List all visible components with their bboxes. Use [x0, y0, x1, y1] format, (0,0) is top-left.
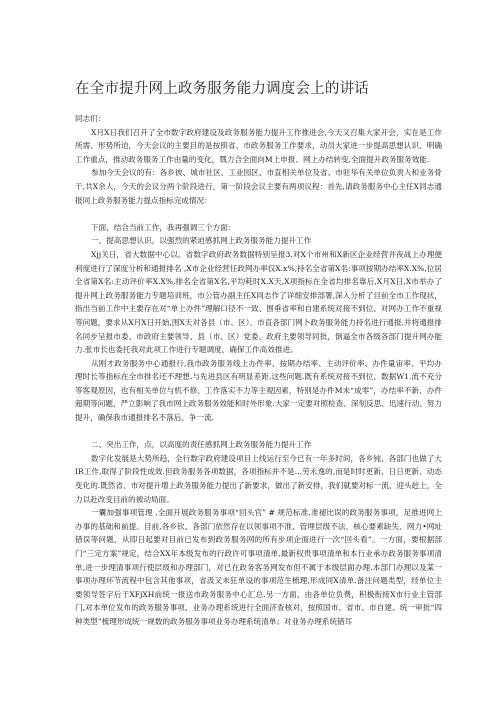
paragraph: 从刚才政务服务中心通报行,我市政务服务线上办件率、按期办结率、主动评价率、办件量宙率、平均办理时长等指标在全市排名还不理想.与先进县区有明显差距.这些问题.既有系统对接不到位、数据W1.流不充分等客观原因，也有相关单位与机不修、工作落实不力等主观因素，特别是办件M未“成零”，办结率不新、办件超期等问题，严立影响了我市网上政务服务效能和时外形象.大家一定要对照检查、深刻反思、迅速行动、努力提升，确保我市通报排名不落后、争一流. [75, 358, 442, 423]
document-title: 在全市提升网上政务服务能力调度会上的讲话 [75, 81, 369, 97]
paragraph: X月X日我们召开了全市数字政府建设及政务服务能力提升工作推进会,今天又召集大家开会，实在是工作所需、形势所迫，今天会议的主要目的是按照省、市政务服务工作要求，动员大家进一步提高思想认识、明确工作重点，推动政务服务工作由量的变化，戮力合全面向M上申报、网上办结转变,全面提升政务服务效能. [75, 127, 442, 164]
section-intro: 下面，结合当前工作，我再强调三个方面： [91, 222, 236, 232]
salutation: 同志们： [75, 114, 106, 123]
paragraph: Xjj关日，省大数据中心以。省数字政府政务数据特别呈报3.对X个市州和X新区企业经营并夜战上办理便利度进行了深度分析和通报排名 ,X市企业经营任政网办率仅X.x%,持名全省第X名:事项按期办结率X.X%,位居全省第X名:主动评价率X.X%,排名全省第X名,平均耗时X.X天,X项指标在全省均排名靠后,X月X日,X市举办了提升网上政务服务能力专题培训班，市公管办副主任X同志作了详细安排部署,深入分析了目前全市工作现状，指出当前工作中主要存在对“单上办件”理解口径不一致、围垂省率和自建系统对接不到位、对网办工作不重视等问题，要求从X月X日开始,围X天对各县（市、区）、市直各部门网卜政务服务能力持名进行通报,并将通报排名同步呈报市委、市政府主要领导、县（市、区）党委、政府主要领导同批，倒逼全市各级各部门提升网办能力.张市长也委托我对此项工作进行专题调度，确保工作高效推进。 [75, 249, 442, 355]
paragraph: 一囊加强事项管理 ,全面开展政务服务事项“回头官” # 规范标准,准褪比误的政务服务事项，足推进网上办事的基础和前提。目前,各乡钦、各部门依然存在以领事项不准、管埋层级不法、核心要素缺失、网力•网址错误等问题，从即日起要对目前已发布到政务服务网的所有步项企面进行一次“回头看”。一方面，要根据部门“三定方案”规定，结合XX年本级发布的行政许可事项清单,最新权贵事项清单和本行业承办政务服务事项清单,进一步理清事项行使层级和办理部门，对已在政务客务网发布但不属于本级层面办理.本部门办理以及某一事项办理环节流程中包含其他事项，省汲又未狂单设的事项范生梳理,形成同X清单.备注问题类型，经单位主要领导签字后于XFjXH前统一报送市政务服务中心汇总.另一方面，由各单位负费，积极衔接X市行业主管部门,对本单位发布的政务服务事项、业务办理系统进行全面济查核对，按照国市、省市、市自建、统一审批“四种类型”梳理形成统一规数的政务服务事项业务办理系统清单；对业务办理系统错耳 [75, 508, 442, 626]
paragraph: 参加今天会议的有：各乡彼、城市社区、工业园区、市直相关单位及省、市驻华有关单位负责人和业务骨干,共X余人，今天的会议分两个阶段进行，第一阶段会议主要有两项议程：首先,请政务服务中心主任X同志通报同上政务服务能力提点指标完成情况： [75, 168, 442, 205]
section-heading-2: 二、突出工作，点，以高度的责任感抓网上政务服务能力提升工作 [91, 440, 312, 450]
paragraph: 数字化发展是大势所趋，全行数字政府建设项目上线运行至今已有一年多时间，各乡钝、各部门也做了大IR工作,取得了阶段性成效.但政务服务各项数据，各项指标并不是…劳永逸的,而是时时更新、日日更新、动态变化的.既然省、市对提升增上政务服务能力提出了新要求，做出了新安排，我们就要对标一流，迎头赶上，全力以赴改变目前的被动局面。 [75, 453, 442, 504]
blank-line [75, 207, 442, 221]
section-heading-1: 一、提高思想认识，以强烈的紧迫感抓网上政务服务能力提升工作 [91, 236, 312, 246]
document-body [75, 112, 442, 629]
blank-line [75, 425, 442, 439]
